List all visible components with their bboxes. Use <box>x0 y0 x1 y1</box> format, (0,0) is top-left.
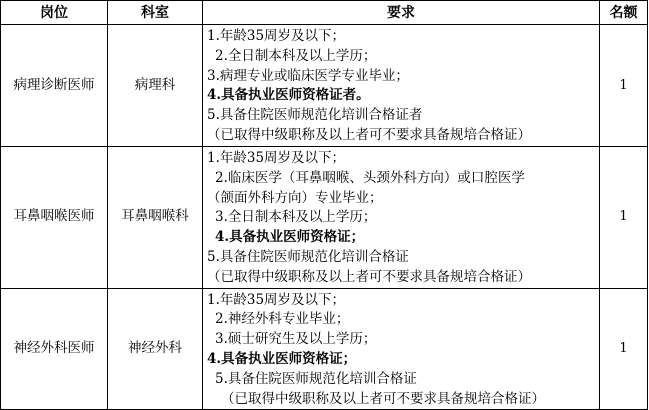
requirement-line: 2.临床医学（耳鼻咽喉、头颈外科方向）或口腔医学 <box>215 169 525 186</box>
requirements-cell <box>203 288 600 410</box>
requirements-cell <box>203 147 600 289</box>
table-row <box>1 25 648 147</box>
requirement-line: （颌面外科方向）专业毕业； <box>207 189 383 206</box>
requirement-line: 3.全日制本科及以上学历； <box>215 209 377 226</box>
requirement-note: （已取得中级职称及以上者可不要求具备规培合格证） <box>207 268 531 285</box>
header-row <box>1 1 648 25</box>
requirement-line: 4.具备执业医师资格证； <box>215 229 365 246</box>
requirement-line: 1.年龄35周岁及以下； <box>207 291 346 308</box>
quota-cell: 1 <box>600 288 648 410</box>
requirement-line: 2.神经外科专业毕业； <box>215 311 350 328</box>
requirement-line: 5.具备住院医师规范化培训合格证 <box>215 370 417 387</box>
requirement-line: 5.具备住院医师规范化培训合格证者 <box>207 107 423 124</box>
requirement-line: 5.具备住院医师规范化培训合格证 <box>207 248 409 265</box>
requirements-cell <box>203 25 600 147</box>
requirement-line: 1.年龄35周岁及以下； <box>207 150 346 166</box>
position-cell: 神经外科医师 <box>1 288 108 410</box>
quota-cell: 1 <box>600 147 648 289</box>
requirement-line: 3.硕士研究生及以上学历； <box>215 331 377 348</box>
requirement-line: 4.具备执业医师资格证； <box>207 350 357 367</box>
table-row <box>1 288 648 410</box>
position-cell: 耳鼻咽喉医师 <box>1 147 108 289</box>
header-department: 科室 <box>108 1 203 25</box>
table-row <box>1 147 648 289</box>
requirement-line: 2.全日制本科及以上学历； <box>215 47 377 64</box>
requirement-note: （已取得中级职称及以上者可不要求具备规培合格证） <box>221 390 545 407</box>
department-cell: 耳鼻咽喉科 <box>108 147 203 289</box>
header-position: 岗位 <box>1 1 108 25</box>
header-quota: 名额 <box>600 1 648 25</box>
quota-cell: 1 <box>600 25 648 147</box>
requirement-line: 1.年龄35周岁及以下； <box>207 28 346 44</box>
header-requirements: 要求 <box>203 1 600 25</box>
department-cell: 病理科 <box>108 25 203 147</box>
requirement-note: （已取得中级职称及以上者可不要求具备规培合格证） <box>207 126 531 143</box>
requirement-line: 4.具备执业医师资格证者。 <box>207 87 370 104</box>
department-cell: 神经外科 <box>108 288 203 410</box>
position-cell: 病理诊断医师 <box>1 25 108 147</box>
requirement-line: 3.病理专业或临床医学专业毕业； <box>207 67 409 84</box>
